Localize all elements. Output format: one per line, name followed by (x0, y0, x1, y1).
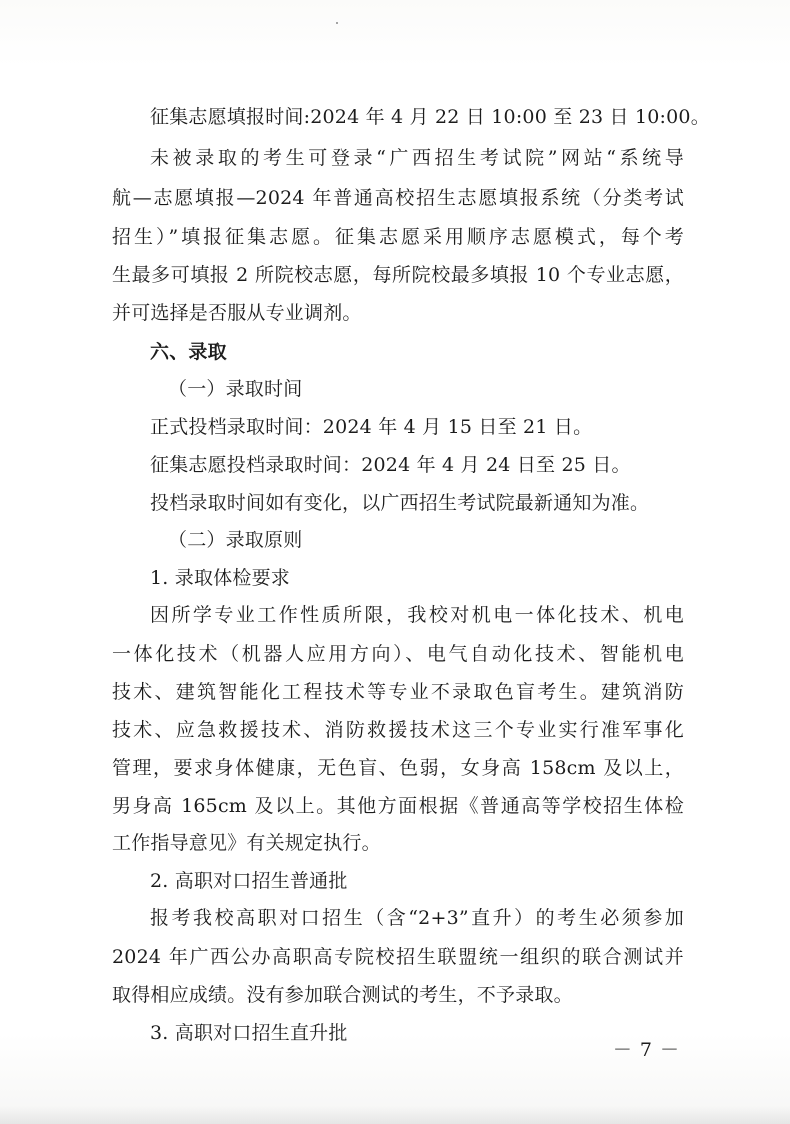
text-line-paragraph-2: 技术、建筑智能化工程技术等专业不录取色盲考生。建筑消防 (112, 681, 684, 703)
text-line-paragraph-2-end: 工作指导意见》有关规定执行。 (112, 832, 381, 854)
text-line-paragraph-3-start: 报考我校高职对口招生（含“2+3”直升）的考生必须参加 (150, 907, 684, 929)
scan-speck (336, 22, 338, 24)
subsection-heading-admission-principles: （二）录取原则 (168, 529, 303, 551)
text-line-paragraph-2: 管理，要求身体健康，无色盲、色弱，女身高 158cm 及以上， (112, 757, 684, 779)
item-heading-regular-batch: 2. 高职对口招生普通批 (150, 870, 348, 892)
text-line-formal-admission-time: 正式投档录取时间：2024 年 4 月 15 日至 21 日。 (150, 416, 593, 438)
text-line-paragraph-1: 招生）”填报征集志愿。征集志愿采用顺序志愿模式，每个考 (112, 226, 684, 248)
text-line-paragraph-2-start: 因所学专业工作性质所限，我校对机电一体化技术、机电 (150, 604, 684, 626)
text-line-supplementary-admission-time: 征集志愿投档录取时间：2024 年 4 月 24 日至 25 日。 (150, 454, 631, 476)
text-line-paragraph-2: 一体化技术（机器人应用方向）、电气自动化技术、智能机电 (112, 643, 684, 665)
item-heading-physical-exam: 1. 录取体检要求 (150, 567, 290, 589)
subsection-heading-admission-time: （一）录取时间 (168, 378, 303, 400)
item-heading-direct-batch: 3. 高职对口招生直升批 (150, 1022, 348, 1044)
page-number: － 7 － (612, 1039, 680, 1061)
text-line-paragraph-3: 2024 年广西公办高职高专院校招生联盟统一组织的联合测试并 (112, 946, 684, 968)
text-line-paragraph-1: 航—志愿填报—2024 年普通高校招生志愿填报系统（分类考试 (112, 187, 684, 209)
text-line-paragraph-1: 生最多可填报 2 所院校志愿，每所院校最多填报 10 个专业志愿， (112, 264, 684, 286)
text-line-time-change-notice: 投档录取时间如有变化，以广西招生考试院最新通知为准。 (150, 492, 650, 514)
text-line-supplementary-fill-time: 征集志愿填报时间:2024 年 4 月 22 日 10:00 至 23 日 10:00。 (150, 106, 710, 128)
text-line-paragraph-1-end: 并可选择是否服从专业调剂。 (112, 302, 362, 324)
text-line-paragraph-1-start: 未被录取的考生可登录“广西招生考试院”网站“系统导 (150, 147, 684, 169)
section-heading-admission: 六、录取 (150, 341, 227, 363)
text-line-paragraph-3-end: 取得相应成绩。没有参加联合测试的考生，不予录取。 (112, 984, 573, 1006)
text-line-paragraph-2: 男身高 165cm 及以上。其他方面根据《普通高等学校招生体检 (112, 795, 684, 817)
text-line-paragraph-2: 技术、应急救援技术、消防救援技术这三个专业实行准军事化 (112, 719, 684, 741)
